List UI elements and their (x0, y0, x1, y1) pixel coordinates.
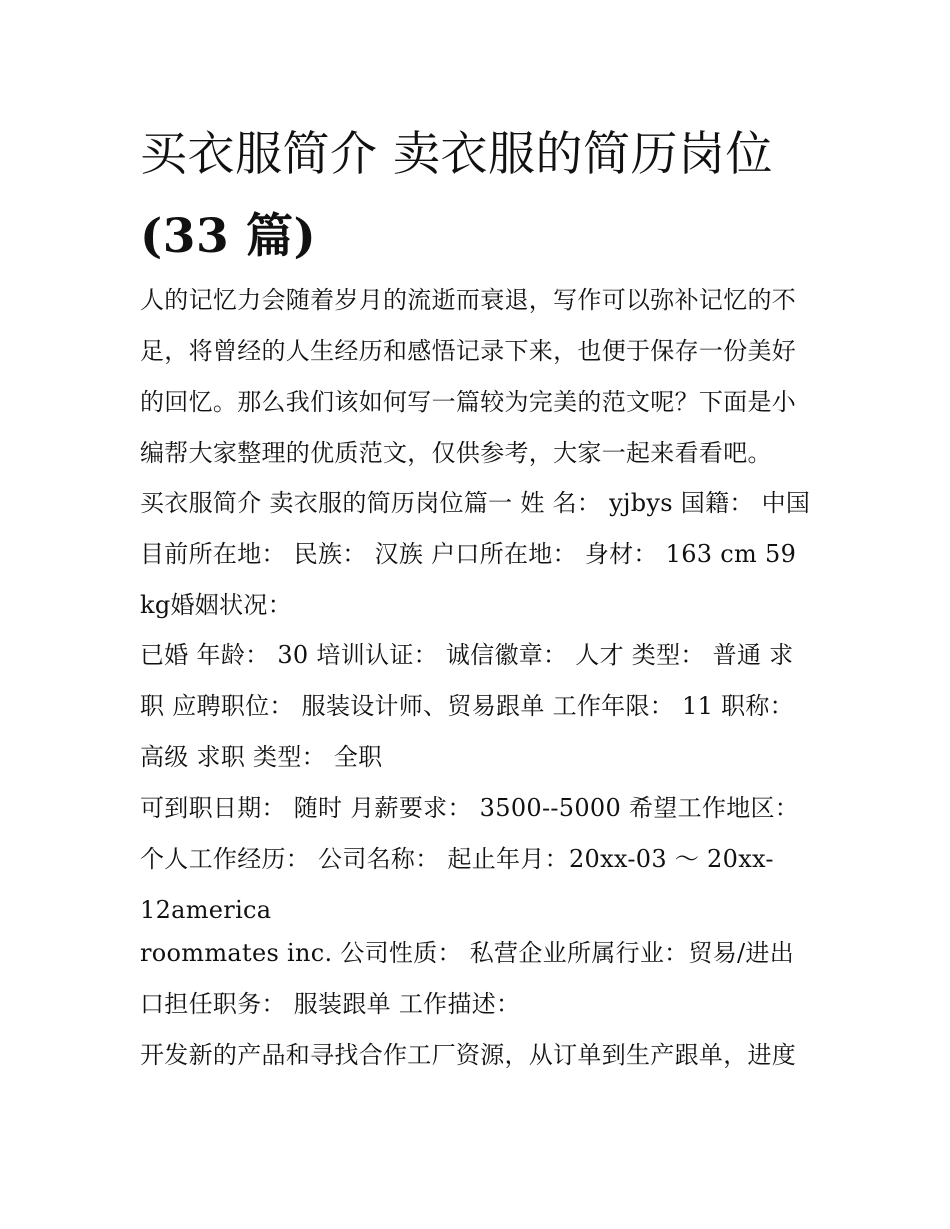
intro-paragraph: 人的记忆力会随着岁月的流逝而衰退，写作可以弥补记忆的不足，将曾经的人生经历和感悟记录下来，也便于保存一份美好的回忆。那么我们该如何写一篇较为完美的范文呢？下面是小编帮大家整理的优质范文，仅供参考，大家一起来看看吧。 (140, 286, 797, 467)
page-title (140, 114, 820, 278)
title-count-suffix: 篇) (229, 209, 317, 264)
title-count-prefix: ( (140, 209, 163, 264)
job-intent-paragraph: 已婚 年龄： 30 培训认证： 诚信徽章： 人才 类型： 普通 求职 应聘职位： 服装设计师、贸易跟单 工作年限： 11 职称：高级 求职 类型： 全职 (140, 641, 794, 771)
title-text: 买衣服简介 卖衣服的简历岗位 (140, 127, 773, 182)
basic-info-paragraph: 买衣服简介 卖衣服的简历岗位篇一 姓 名： yjbys 国籍： 中国目前所在地： 民族： 汉族 户口所在地： 身材： 163 cm 59 kg婚姻状况： (140, 489, 811, 619)
duties-paragraph: 开发新的产品和寻找合作工厂资源，从订单到生产跟单，进度 (140, 1041, 797, 1069)
company-paragraph: roommates inc. 公司性质： 私营企业所属行业：贸易/进出口担任职务： 服装跟单 工作描述： (140, 939, 795, 1018)
availability-paragraph: 可到职日期： 随时 月薪要求： 3500--5000 希望工作地区： 个人工作经历： 公司名称： 起止年月：20xx-03 ～ 20xx-12america (140, 794, 800, 924)
title-count: 33 (162, 209, 230, 264)
